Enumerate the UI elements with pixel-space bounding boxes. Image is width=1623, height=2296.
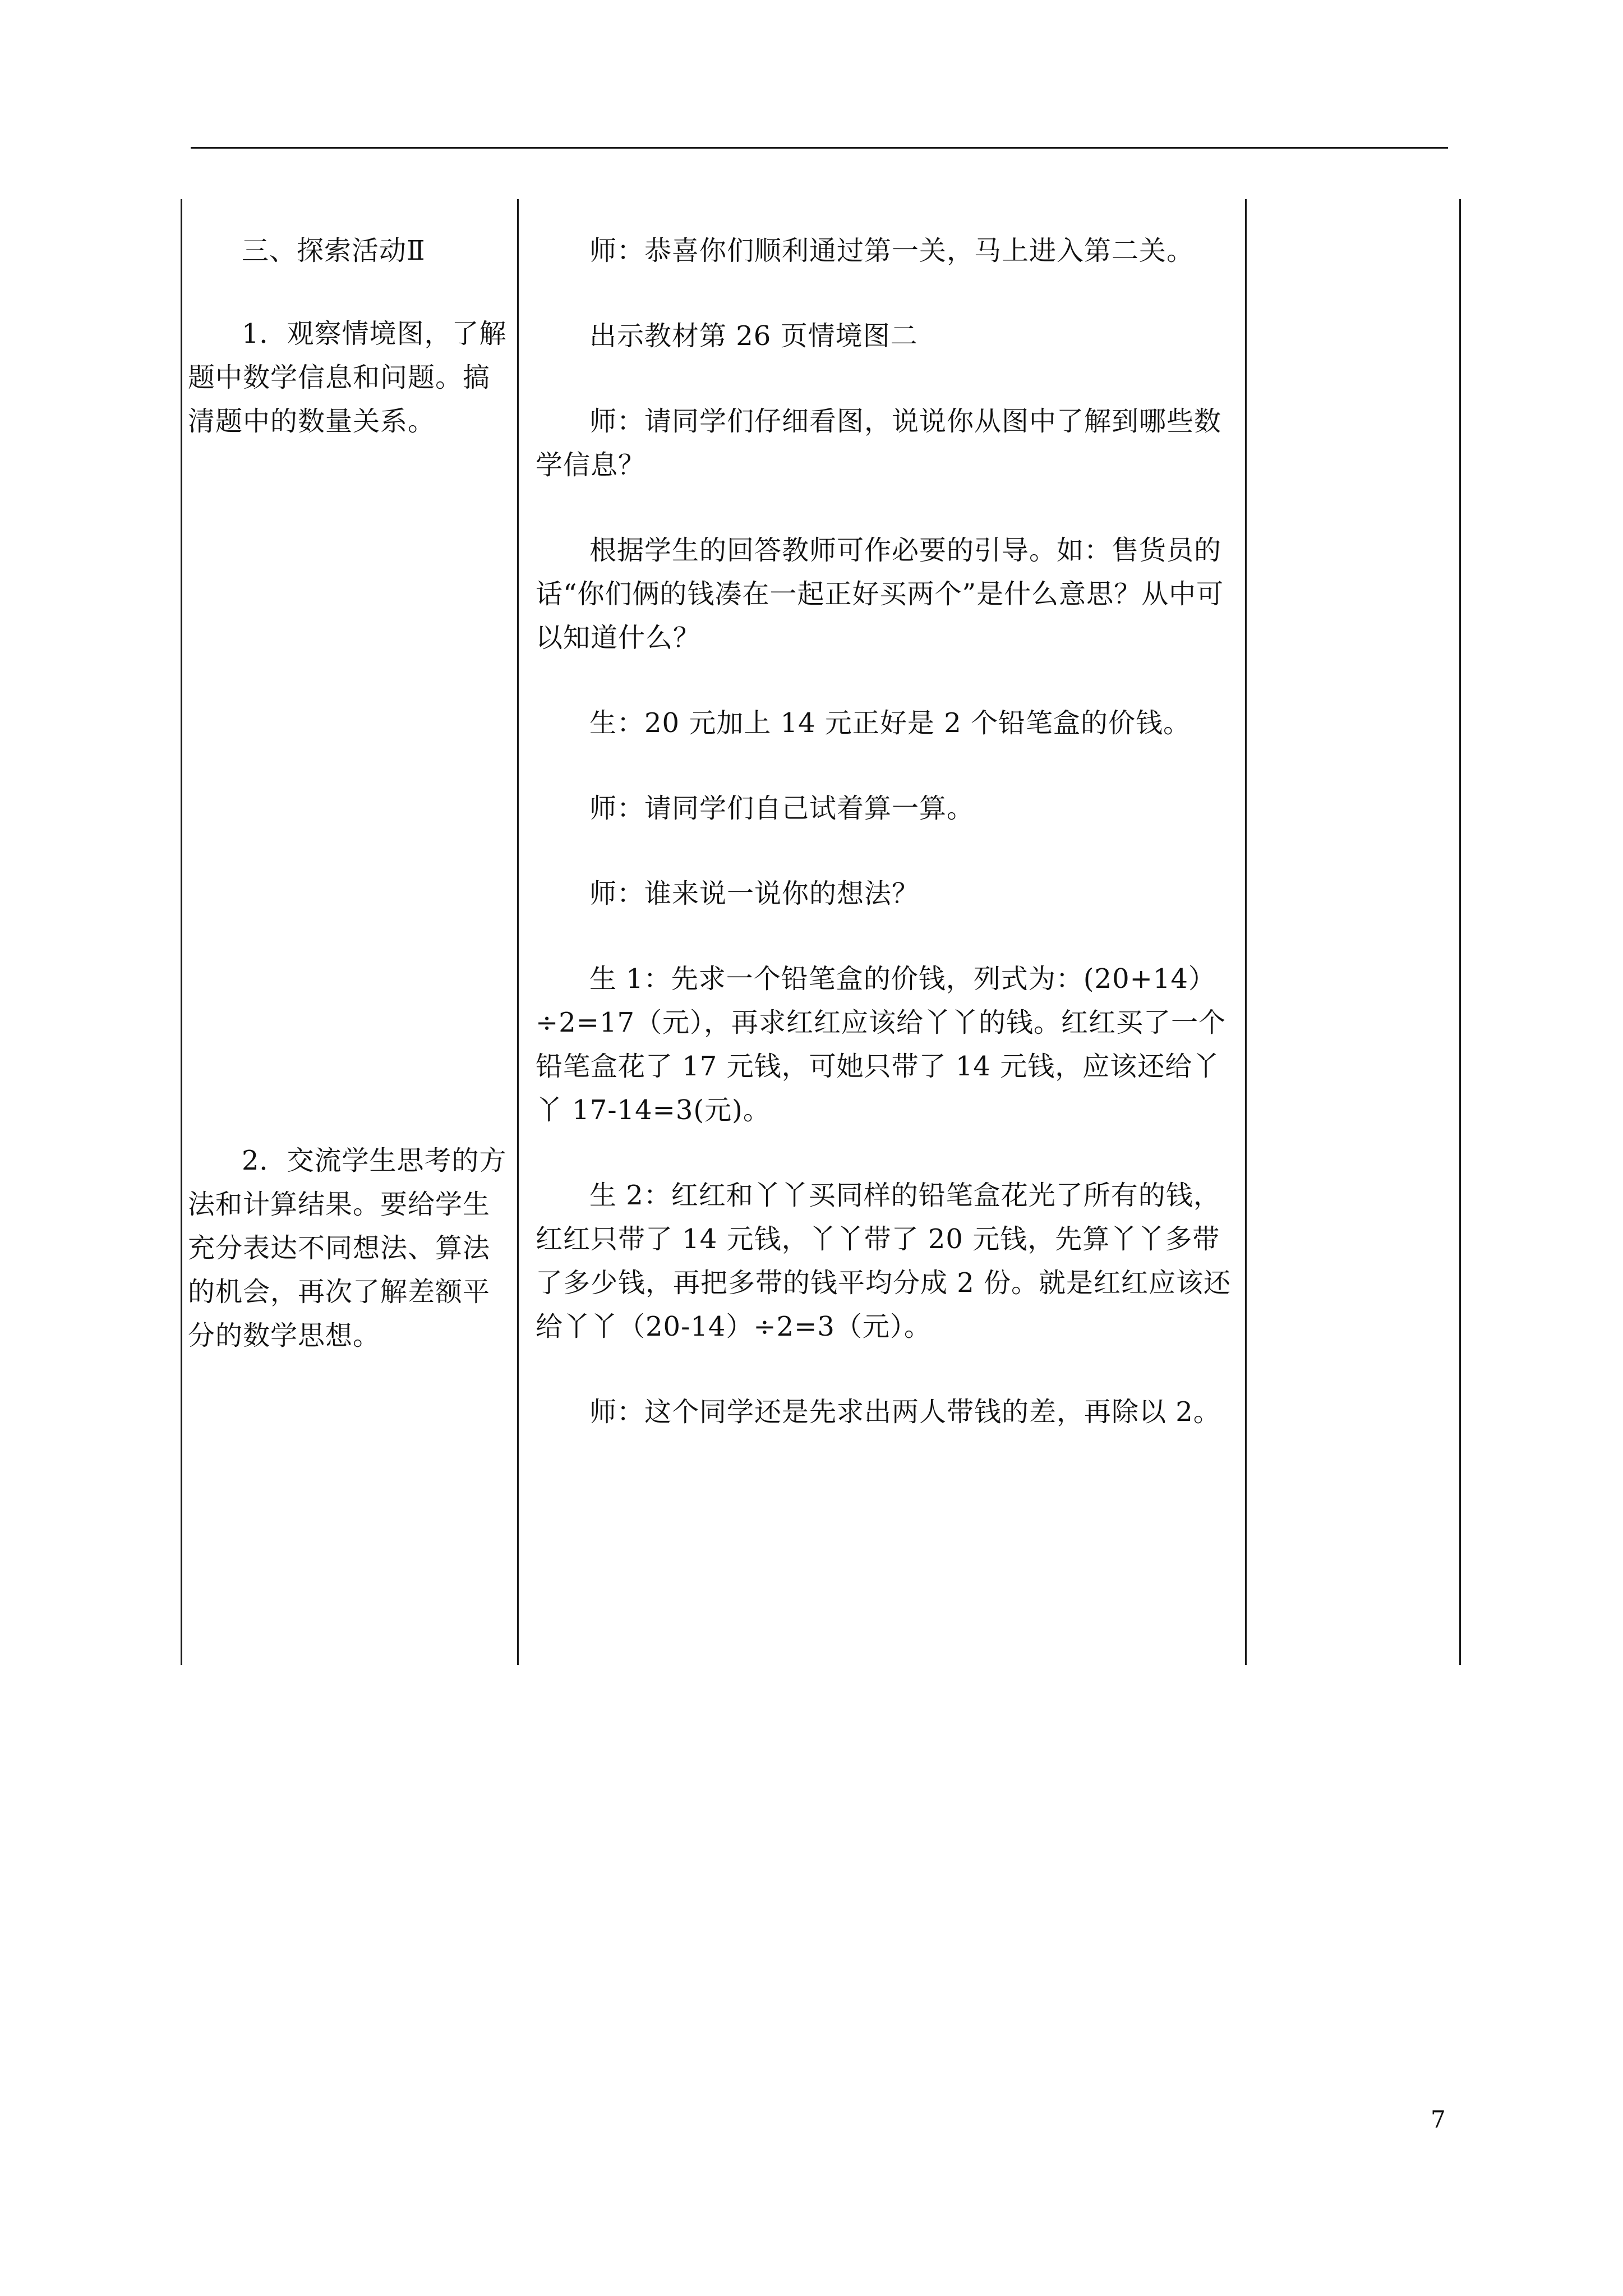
- section-heading: 三、探索活动Ⅱ: [242, 235, 426, 266]
- table-border-right: [1459, 199, 1461, 1665]
- paragraph: 出示教材第 26 页情境图二: [589, 320, 918, 352]
- left-column-cell: [188, 229, 508, 1358]
- left-item-2: 2．交流学生思考的方法和计算结果。要给学生充分表达不同想法、算法的机会，再次了解差额平分的数学思想。: [188, 1145, 507, 1351]
- paragraph: 根据学生的回答教师可作必要的引导。如：售货员的话“你们俩的钱凑在一起正好买两个”是什么意思？从中可以知道什么？: [536, 535, 1224, 654]
- paragraph: 师：恭喜你们顺利通过第一关，马上进入第二关。: [589, 235, 1195, 266]
- paragraph: 师：请同学们自己试着算一算。: [589, 793, 975, 824]
- left-column-spacer: [188, 443, 508, 1139]
- paragraph: 师：请同学们仔细看图，说说你从图中了解到哪些数学信息？: [536, 406, 1222, 481]
- paragraph: 生 2：红红和丫丫买同样的铅笔盒花光了所有的钱，红红只带了 14 元钱，丫丫带了 20 元钱，先算丫丫多带了多少钱，再把多带的钱平均分成 2 份。就是红红应该还给丫丫（20-14）÷2=3（元）。: [536, 1180, 1232, 1342]
- paragraph: 师：谁来说一说你的想法？: [589, 878, 920, 909]
- table-column-divider-2: [1245, 199, 1247, 1665]
- table-column-divider-1: [517, 199, 519, 1665]
- middle-column-cell: [536, 229, 1234, 1475]
- page-number: 7: [1431, 2106, 1446, 2133]
- paragraph: 生：20 元加上 14 元正好是 2 个铅笔盒的价钱。: [589, 707, 1191, 739]
- table-border-left: [181, 199, 182, 1665]
- header-rule: [191, 147, 1448, 149]
- left-item-1: 1．观察情境图，了解题中数学信息和问题。搞清题中的数量关系。: [188, 318, 507, 437]
- paragraph: 师：这个同学还是先求出两人带钱的差，再除以 2。: [589, 1396, 1221, 1428]
- paragraph: 生 1：先求一个铅笔盒的价钱，列式为：(20+14）÷2=17（元），再求红红应该给丫丫的钱。红红买了一个铅笔盒花了 17 元钱，可她只带了 14 元钱，应该还给丫丫 17-14=3(元)。: [536, 963, 1227, 1126]
